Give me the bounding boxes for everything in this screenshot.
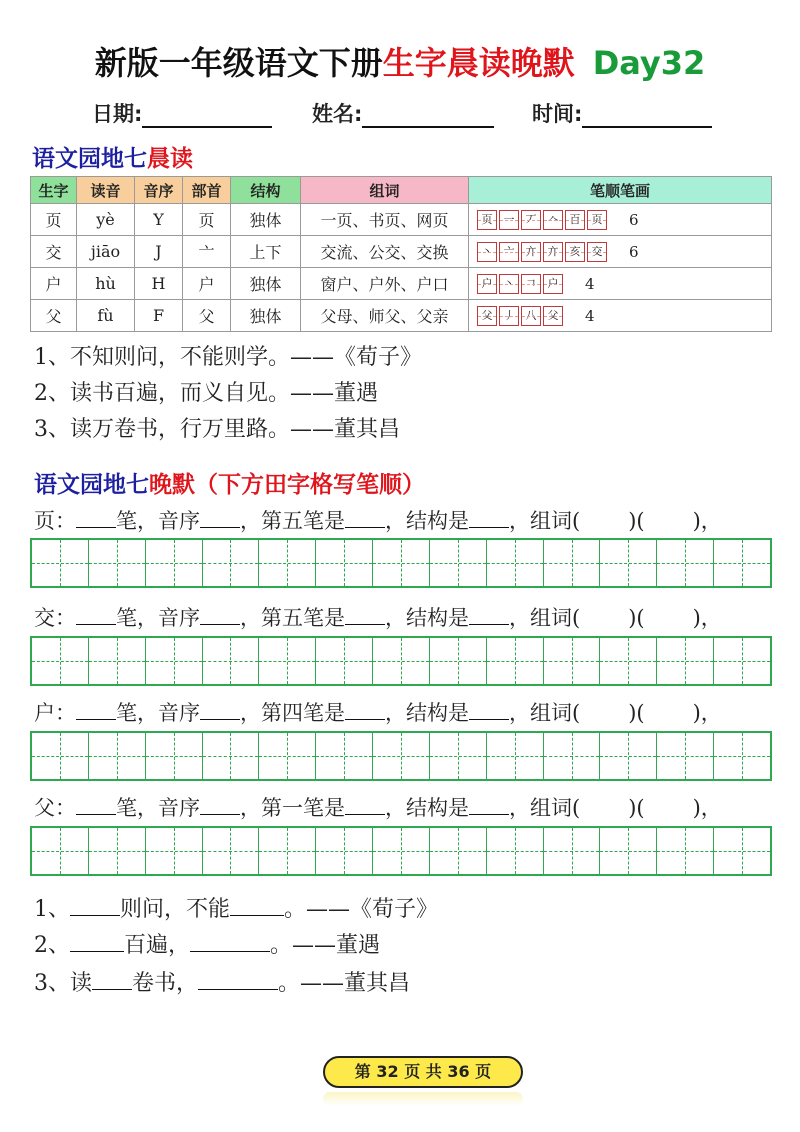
date-label: 日期: (92, 102, 143, 126)
tianzige-cell[interactable] (487, 828, 544, 874)
table-header-row (31, 177, 772, 204)
stroke-step: 亣 (543, 242, 563, 262)
cell-strokes (469, 300, 772, 332)
exercise-text: )( (628, 509, 645, 533)
table-row (31, 268, 772, 300)
exercise-text: )， (692, 606, 722, 630)
exercise-text: )( (628, 606, 645, 630)
stroke-step: 亥 (565, 242, 585, 262)
stroke-step: 𠆢 (543, 210, 563, 230)
time-blank[interactable] (582, 102, 712, 128)
tianzige-cell[interactable] (203, 733, 260, 779)
answer-blank[interactable] (469, 701, 509, 720)
morning-title-red: 晨读 (147, 145, 193, 172)
tianzige-cell[interactable] (146, 540, 203, 586)
header-order: 音序 (135, 177, 183, 204)
exercise-text: )， (692, 796, 722, 820)
tianzige-cell[interactable] (430, 540, 487, 586)
answer-blank[interactable] (469, 606, 509, 625)
exercise-text: ， (240, 509, 261, 533)
quote-1: 1、不知则问，不能则学。——《荀子》 (34, 345, 422, 370)
quote-2: 2、读书百遍，而义自见。——董遇 (34, 381, 378, 406)
header-strokes: 笔顺笔画 (469, 177, 772, 204)
exercise-colon: ： (55, 701, 76, 725)
cell-radical: 亠 (183, 236, 231, 268)
answer-blank[interactable] (230, 897, 284, 916)
name-field[interactable] (312, 98, 494, 128)
tianzige-cell[interactable] (203, 638, 260, 684)
tianzige-cell[interactable] (89, 638, 146, 684)
fill-prefix: 2、 (34, 933, 70, 958)
tianzige-cell[interactable] (146, 828, 203, 874)
cell-radical: 页 (183, 204, 231, 236)
stroke-step: 一 (499, 210, 519, 230)
cell-words: 交流、公交、交换 (301, 236, 469, 268)
fill-quote (34, 966, 410, 997)
answer-blank[interactable] (76, 606, 116, 625)
tianzige-cell[interactable] (89, 733, 146, 779)
cell-pinyin: hù (77, 268, 135, 300)
name-blank[interactable] (362, 102, 494, 128)
cell-structure: 上下 (231, 236, 301, 268)
stroke-step: 户 (543, 274, 563, 294)
stroke-step: 丶 (477, 242, 497, 262)
answer-blank[interactable] (70, 897, 120, 916)
date-field[interactable] (92, 98, 272, 128)
tianzige-cell[interactable] (714, 733, 770, 779)
exercise-text: 笔，音序 (116, 509, 200, 533)
answer-blank[interactable] (200, 701, 240, 720)
exercise-colon: ： (55, 606, 76, 630)
tianzige-cell[interactable] (600, 733, 657, 779)
exercise-text: ，结构是 (385, 796, 469, 820)
cell-structure: 独体 (231, 204, 301, 236)
stroke-step: 丿 (499, 306, 519, 326)
cell-order: F (135, 300, 183, 332)
cell-char: 父 (31, 300, 77, 332)
tianzige-cell[interactable] (600, 828, 657, 874)
exercise-text: 笔，音序 (116, 796, 200, 820)
exercise-text: ，组词( (509, 509, 581, 533)
exercise-text: ，结构是 (385, 701, 469, 725)
tianzige-cell[interactable] (430, 733, 487, 779)
stroke-count: 6 (629, 210, 639, 229)
answer-blank[interactable] (190, 933, 270, 952)
exercise-nth: 第五笔是 (261, 509, 345, 533)
stroke-count: 4 (585, 274, 595, 293)
cell-char: 户 (31, 268, 77, 300)
title-highlight: 生字晨读晚默 (382, 44, 575, 82)
fill-suffix: 。——董遇 (270, 933, 381, 958)
stroke-step: 丶 (499, 274, 519, 294)
exercise-line (34, 602, 722, 632)
cell-structure: 独体 (231, 268, 301, 300)
exercise-colon: ： (55, 509, 76, 533)
fill-quote (34, 892, 438, 923)
cell-pinyin: fù (77, 300, 135, 332)
cell-pinyin: yè (77, 204, 135, 236)
cell-words: 父母、师父、父亲 (301, 300, 469, 332)
header-structure: 结构 (231, 177, 301, 204)
cell-radical: 父 (183, 300, 231, 332)
tianzige-cell[interactable] (657, 828, 714, 874)
answer-blank[interactable] (92, 971, 132, 990)
tianzige-cell[interactable] (32, 828, 89, 874)
cell-char: 交 (31, 236, 77, 268)
exercise-text: ， (240, 796, 261, 820)
tianzige-cell[interactable] (32, 540, 89, 586)
header-radical: 部首 (183, 177, 231, 204)
evening-section-title (34, 466, 425, 499)
tianzige-cell[interactable] (32, 638, 89, 684)
tianzige-cell[interactable] (600, 540, 657, 586)
tianzige-cell[interactable] (316, 733, 373, 779)
stroke-step: 页 (477, 210, 497, 230)
stroke-step: 百 (565, 210, 585, 230)
cell-strokes (469, 236, 772, 268)
tianzige-cell[interactable] (714, 828, 770, 874)
cell-order: H (135, 268, 183, 300)
header-pinyin: 读音 (77, 177, 135, 204)
page-indicator: 第 32 页 共 36 页 (323, 1056, 523, 1088)
stroke-step: 户 (477, 274, 497, 294)
tianzige-cell[interactable] (657, 638, 714, 684)
cell-strokes (469, 268, 772, 300)
title-day: Day32 (592, 44, 706, 82)
answer-blank[interactable] (200, 606, 240, 625)
answer-blank[interactable] (76, 509, 116, 528)
answer-blank[interactable] (76, 796, 116, 815)
tianzige-cell[interactable] (89, 828, 146, 874)
exercise-nth: 第一笔是 (261, 796, 345, 820)
tianzige-cell[interactable] (316, 540, 373, 586)
stroke-step: 丆 (521, 210, 541, 230)
tianzige-cell[interactable] (430, 638, 487, 684)
tianzige-cell[interactable] (316, 638, 373, 684)
exercise-line (34, 697, 722, 727)
tianzige-cell[interactable] (32, 733, 89, 779)
tianzige-cell[interactable] (657, 540, 714, 586)
tianzige-cell[interactable] (600, 638, 657, 684)
cell-char: 页 (31, 204, 77, 236)
fill-suffix: 。——董其昌 (278, 971, 411, 996)
tianzige-cell[interactable] (487, 733, 544, 779)
stroke-step: 亣 (521, 242, 541, 262)
cell-strokes (469, 204, 772, 236)
exercise-text: 笔，音序 (116, 606, 200, 630)
exercise-char: 户 (34, 701, 55, 725)
stroke-step: 𠃍 (521, 274, 541, 294)
table-row (31, 204, 772, 236)
answer-blank[interactable] (198, 971, 278, 990)
fill-middle: 百遍， (124, 933, 191, 958)
tianzige-cell[interactable] (203, 828, 260, 874)
page-title (0, 38, 800, 84)
title-main: 新版一年级语文下册 (94, 44, 383, 82)
tianzige-grid (30, 636, 772, 686)
cell-order: Y (135, 204, 183, 236)
time-field[interactable] (532, 98, 712, 128)
stroke-step: 父 (543, 306, 563, 326)
stroke-count: 6 (629, 242, 639, 261)
answer-blank[interactable] (345, 509, 385, 528)
date-blank[interactable] (142, 102, 272, 128)
fill-prefix: 3、读 (34, 971, 92, 996)
table-row (31, 236, 772, 268)
exercise-text: ，组词( (509, 701, 581, 725)
tianzige-cell[interactable] (373, 638, 430, 684)
exercise-text: )， (692, 509, 722, 533)
exercise-text: ，结构是 (385, 509, 469, 533)
tianzige-grid (30, 538, 772, 588)
answer-blank[interactable] (76, 701, 116, 720)
morning-title-blue: 语文园地七 (32, 145, 147, 172)
character-table (30, 176, 772, 332)
fill-middle: 则问，不能 (120, 897, 231, 922)
name-label: 姓名: (312, 102, 363, 126)
exercise-colon: ： (55, 796, 76, 820)
evening-title-blue: 语文园地七 (34, 471, 149, 498)
exercise-char: 页 (34, 509, 55, 533)
tianzige-cell[interactable] (657, 733, 714, 779)
answer-blank[interactable] (345, 606, 385, 625)
tianzige-cell[interactable] (714, 638, 770, 684)
stroke-step: 亠 (499, 242, 519, 262)
stroke-step: 页 (587, 210, 607, 230)
tianzige-cell[interactable] (544, 733, 601, 779)
tianzige-cell[interactable] (544, 540, 601, 586)
cell-words: 一页、书页、网页 (301, 204, 469, 236)
tianzige-cell[interactable] (146, 733, 203, 779)
fill-middle: 卷书， (132, 971, 199, 996)
tianzige-cell[interactable] (487, 540, 544, 586)
stroke-step: 八 (521, 306, 541, 326)
time-label: 时间: (532, 102, 583, 126)
exercise-line (34, 792, 722, 822)
cell-structure: 独体 (231, 300, 301, 332)
evening-title-red: 晚默（下方田字格写笔顺） (149, 471, 425, 498)
fill-prefix: 1、 (34, 897, 70, 922)
tianzige-cell[interactable] (146, 638, 203, 684)
tianzige-cell[interactable] (544, 828, 601, 874)
pager-reflection (323, 1092, 523, 1106)
exercise-text: ，组词( (509, 606, 581, 630)
stroke-step: 父 (477, 306, 497, 326)
tianzige-cell[interactable] (430, 828, 487, 874)
answer-blank[interactable] (469, 509, 509, 528)
fill-suffix: 。——《荀子》 (284, 897, 439, 922)
exercise-nth: 第四笔是 (261, 701, 345, 725)
exercise-char: 父 (34, 796, 55, 820)
answer-blank[interactable] (200, 796, 240, 815)
exercise-text: )( (628, 796, 645, 820)
answer-blank[interactable] (345, 796, 385, 815)
cell-radical: 户 (183, 268, 231, 300)
exercise-line (34, 505, 722, 535)
answer-blank[interactable] (469, 796, 509, 815)
answer-blank[interactable] (345, 701, 385, 720)
cell-words: 窗户、户外、户口 (301, 268, 469, 300)
fill-quote (34, 928, 380, 959)
tianzige-grid (30, 731, 772, 781)
tianzige-cell[interactable] (89, 540, 146, 586)
tianzige-cell[interactable] (259, 733, 316, 779)
header-words: 组词 (301, 177, 469, 204)
tianzige-cell[interactable] (487, 638, 544, 684)
tianzige-cell[interactable] (544, 638, 601, 684)
answer-blank[interactable] (200, 509, 240, 528)
stroke-count: 4 (585, 306, 595, 325)
exercise-text: ，组词( (509, 796, 581, 820)
morning-section-title (32, 140, 193, 173)
tianzige-grid (30, 826, 772, 876)
tianzige-cell[interactable] (259, 540, 316, 586)
exercise-text: 笔，音序 (116, 701, 200, 725)
exercise-text: )， (692, 701, 722, 725)
tianzige-cell[interactable] (714, 540, 770, 586)
tianzige-cell[interactable] (373, 540, 430, 586)
tianzige-cell[interactable] (316, 828, 373, 874)
stroke-step: 交 (587, 242, 607, 262)
tianzige-cell[interactable] (259, 828, 316, 874)
answer-blank[interactable] (70, 933, 124, 952)
tianzige-cell[interactable] (259, 638, 316, 684)
exercise-nth: 第五笔是 (261, 606, 345, 630)
exercise-text: ，结构是 (385, 606, 469, 630)
tianzige-cell[interactable] (203, 540, 260, 586)
exercise-char: 交 (34, 606, 55, 630)
quote-3: 3、读万卷书，行万里路。——董其昌 (34, 417, 400, 442)
cell-pinyin: jiāo (77, 236, 135, 268)
exercise-text: ， (240, 701, 261, 725)
exercise-text: ， (240, 606, 261, 630)
cell-order: J (135, 236, 183, 268)
tianzige-cell[interactable] (373, 828, 430, 874)
table-row (31, 300, 772, 332)
tianzige-cell[interactable] (373, 733, 430, 779)
header-char: 生字 (31, 177, 77, 204)
exercise-text: )( (628, 701, 645, 725)
